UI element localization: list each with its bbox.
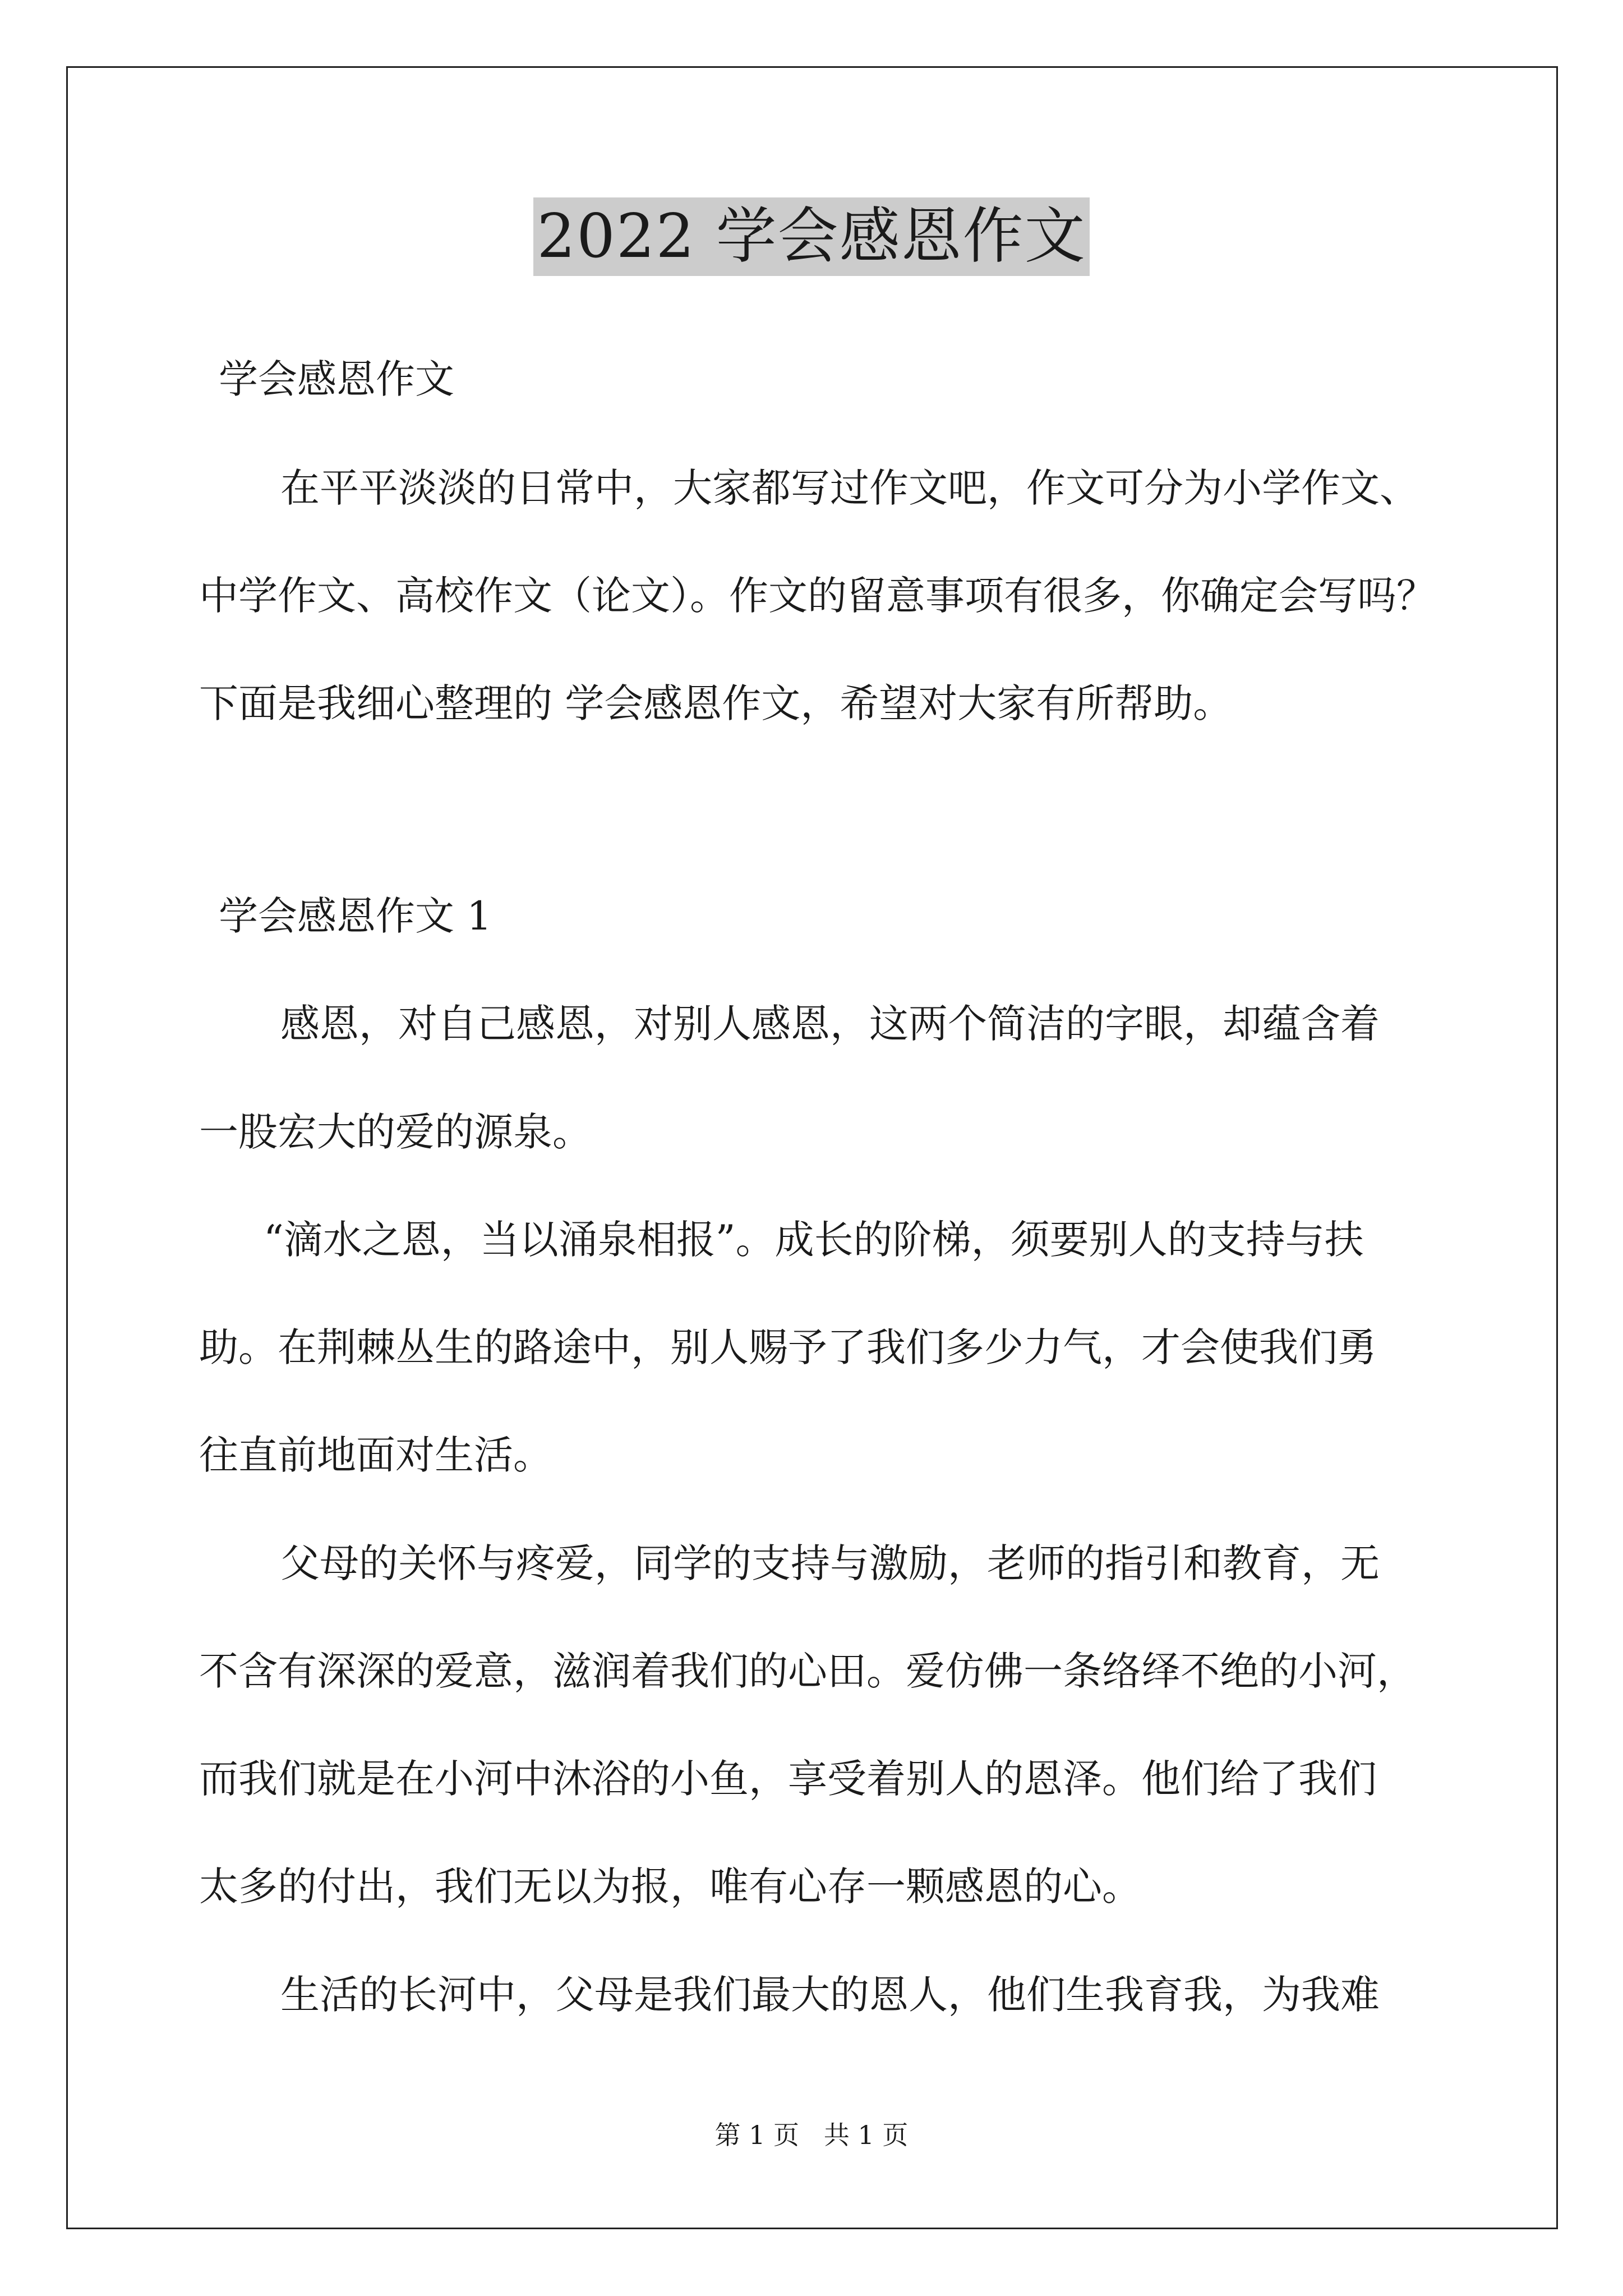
paragraph-line: 生活的长河中，父母是我们最大的恩人，他们生我育我，为我难 xyxy=(280,1972,1380,2018)
paragraph-line: 助。在荆棘丛生的路途中，别人赐予了我们多少力气，才会使我们勇 xyxy=(199,1324,1377,1370)
page-footer: 第 1 页 共 1 页 xyxy=(714,2120,909,2150)
paragraph-line: 父母的关怀与疼爱，同学的支持与激励，老师的指引和教育，无 xyxy=(280,1540,1380,1586)
paragraph-line: 不含有深深的爱意，滋润着我们的心田。爱仿佛一条络绎不绝的小河， xyxy=(199,1648,1416,1694)
title-container xyxy=(0,197,1623,276)
paragraph-line: 一股宏大的爱的源泉。 xyxy=(199,1109,592,1155)
paragraph-line: 在平平淡淡的日常中，大家都写过作文吧，作文可分为小学作文、 xyxy=(280,465,1419,511)
paragraph-line: 感恩，对自己感恩，对别人感恩，这两个简洁的字眼，却蕴含着 xyxy=(280,1001,1380,1047)
paragraph-line: 下面是我细心整理的 学会感恩作文，希望对大家有所帮助。 xyxy=(199,680,1233,726)
section-heading: 学会感恩作文 1 xyxy=(219,893,492,939)
paragraph-line: 往直前地面对生活。 xyxy=(199,1432,552,1478)
paragraph-line: 而我们就是在小河中沐浴的小鱼，享受着别人的恩泽。他们给了我们 xyxy=(199,1756,1377,1802)
paragraph-line: “滴水之恩，当以涌泉相报”。成长的阶梯，须要别人的支持与扶 xyxy=(264,1217,1364,1263)
section-heading: 学会感恩作文 xyxy=(219,356,454,402)
paragraph-line: 太多的付出，我们无以为报，唯有心存一颗感恩的心。 xyxy=(199,1864,1141,1910)
paragraph-line: 中学作文、高校作文（论文）。作文的留意事项有很多，你确定会写吗？ xyxy=(199,573,1436,619)
document-title: 2022 学会感恩作文 xyxy=(533,197,1089,276)
